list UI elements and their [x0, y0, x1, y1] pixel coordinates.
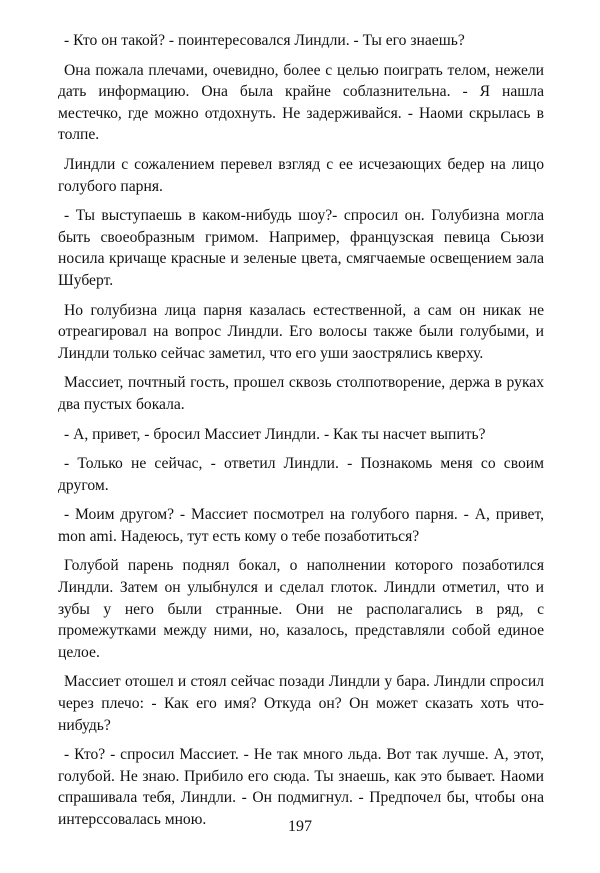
paragraph: - Ты выступаешь в каком-нибудь шоу?- спросил он. Голубизна могла быть своеобразным гримом. Например, французская певица Сьюзи носила кричаще красные и зеленые цвета, смягчаемые освещением зала Шуберт.	[58, 207, 544, 289]
paragraph: Массиет отошел и стоял сейчас позади Линдли у бара. Линдли спросил через плечо: - Как его имя? Откуда он? Он может сказать хоть что-нибудь?	[58, 673, 544, 734]
paragraph: - Кто он такой? - поинтересовался Линдли. - Ты его знаешь?	[64, 32, 465, 49]
paragraph: Она пожала плечами, очевидно, более с целью поиграть телом, нежели дать информацию. Она была крайне соблазнительна. - Я нашла местечко, где можно отдохнуть. Не задерживайся. - Наоми скрылась в толпе.	[58, 61, 544, 144]
paragraph: Массиет, почтный гость, прошел сквозь столпотворение, держа в руках два пустых бокала.	[58, 374, 544, 413]
book-page-text	[58, 30, 544, 839]
paragraph: - Кто? - спросил Массиет. - Не так много льда. Вот так лучше. А, этот, голубой. Не знаю. Прибило его сюда. Ты знаешь, как это бывает. Наоми спрашивала тебя, Линдли. - Он подмигнул. - Предпочел бы, чтобы она интерссовалась мною.	[58, 746, 544, 828]
paragraph: Но голубизна лица парня казалась естественной, а сам он никак не отреагировал на вопрос Линдли. Его волосы также были голубыми, и Линдли только сейчас заметил, что его уши заострялись кверху.	[58, 301, 544, 362]
paragraph: - Моим другом? - Массиет посмотрел на голубого парня. - А, привет, mon ami. Надеюсь, тут есть кому о тебе позаботиться?	[58, 506, 544, 545]
paragraph: - А, привет, - бросил Массиет Линдли. - Как ты насчет выпить?	[64, 425, 486, 443]
paragraph: Голубой парень поднял бокал, о наполнении которого позаботился Линдли. Затем он улыбнулся и сделал глоток. Линдли отметил, что и зубы у него были странные. Они не располагались в ряд, с промежутками между ними, но, казалось, представляли собой единое целое.	[58, 557, 544, 661]
paragraph: - Только не сейчас, - ответил Линдли. - Познакомь меня со своим другом.	[58, 455, 544, 494]
paragraph: Линдли с сожалением перевел взгляд с ее исчезающих бедер на лицо голубого парня.	[58, 155, 544, 195]
page-number: 197	[288, 818, 312, 835]
